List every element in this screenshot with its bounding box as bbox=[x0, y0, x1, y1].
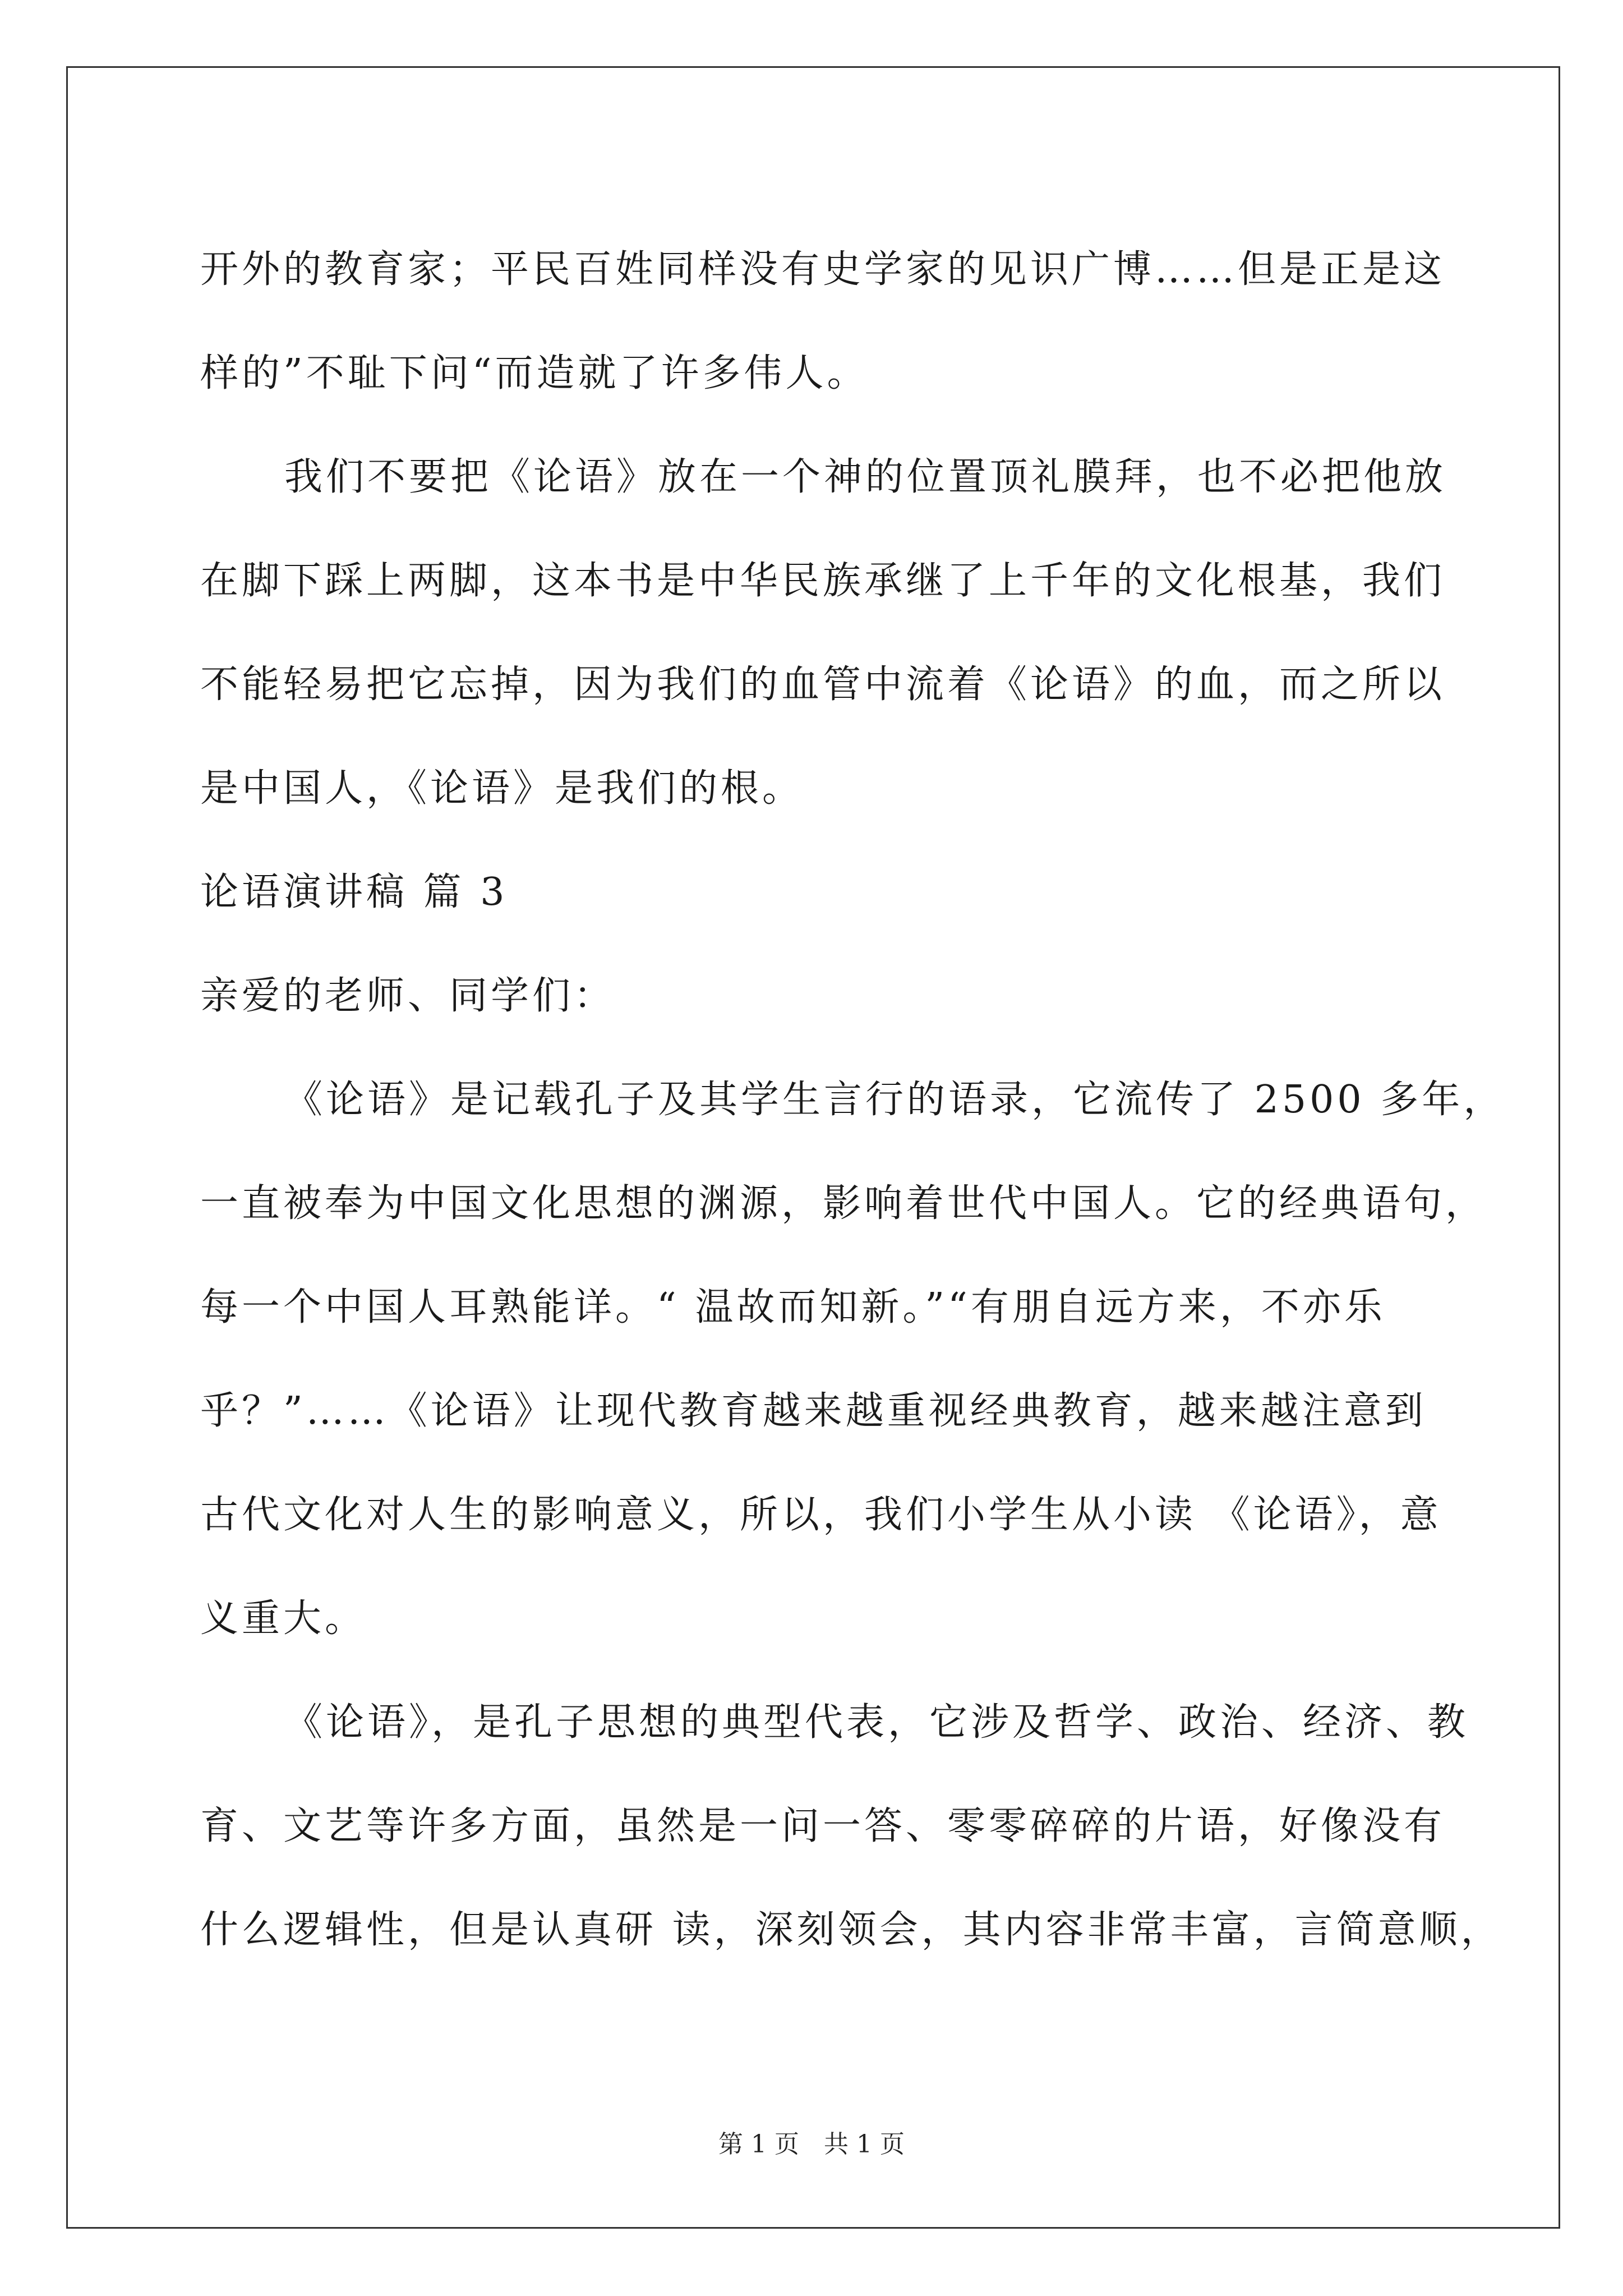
paragraph bbox=[200, 1048, 1505, 1671]
text-line: 《论语》，是孔子思想的典型代表，它涉及哲学、政治、经济、教 bbox=[284, 1700, 1469, 1745]
text-line: 我们不要把《论语》放在一个神的位置顶礼膜拜，也不必把他放 bbox=[284, 455, 1447, 499]
text-line: 不能轻易把它忘掉，因为我们的血管中流着《论语》的血，而之所以 bbox=[200, 662, 1446, 707]
text-line: 乎？”……《论语》让现代教育越来越重视经典教育，越来越注意到 bbox=[200, 1389, 1427, 1433]
salutation bbox=[200, 944, 1434, 1048]
text-line: 一直被奉为中国文化思想的渊源，影响着世代中国人。它的经典语句， bbox=[200, 1181, 1487, 1226]
section-heading bbox=[200, 840, 1434, 944]
text-line: 每一个中国人耳熟能详。“ 温故而知新。”“有朋自远方来，不亦乐 bbox=[200, 1285, 1386, 1329]
page-number: 第 1 页 共 1 页 bbox=[718, 2130, 905, 2159]
text-line: 古代文化对人生的影响意义，所以，我们小学生从小读 《论语》，意 bbox=[200, 1493, 1442, 1537]
text-line: 是中国人，《论语》是我们的根。 bbox=[200, 766, 804, 811]
page-footer bbox=[0, 2128, 1623, 2161]
text-line: 在脚下踩上两脚，这本书是中华民族承继了上千年的文化根基，我们 bbox=[200, 559, 1446, 603]
paragraph bbox=[200, 425, 1447, 840]
document-body bbox=[200, 218, 1505, 1982]
text-line: 亲爱的老师、同学们： bbox=[200, 974, 616, 1018]
text-line: 育、文艺等许多方面，虽然是一问一答、零零碎碎的片语，好像没有 bbox=[200, 1804, 1446, 1848]
text-line: 义重大。 bbox=[200, 1596, 367, 1641]
text-line: 什么逻辑性，但是认真研 读，深刻领会，其内容非常丰富，言简意顺， bbox=[200, 1908, 1502, 1952]
paragraph bbox=[200, 1671, 1502, 1982]
text-line: 《论语》是记载孔子及其学生言行的语录，它流传了 2500 多年， bbox=[284, 1078, 1505, 1122]
paragraph bbox=[200, 218, 1446, 425]
text-line: 论语演讲稿 篇 3 bbox=[200, 870, 508, 914]
text-line: 开外的教育家；平民百姓同样没有史学家的见识广博……但是正是这 bbox=[200, 247, 1446, 292]
text-line: 样的”不耻下问“而造就了许多伟人。 bbox=[200, 351, 869, 395]
